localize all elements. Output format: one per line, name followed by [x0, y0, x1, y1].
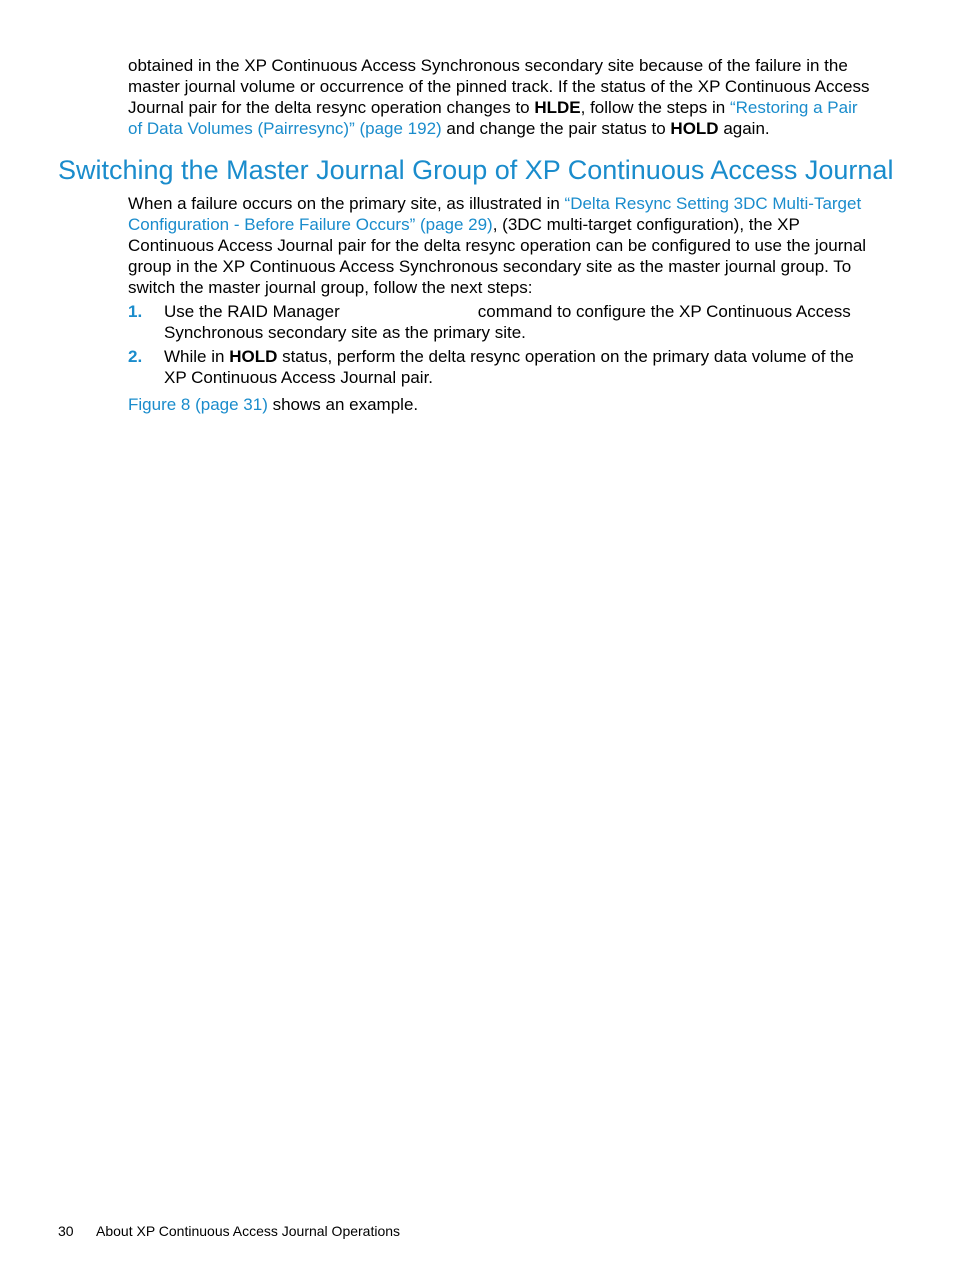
step-2-text-b: status, perform the delta resync operation on the primary data volume of the XP Continuous Access Journal pair. [164, 347, 854, 387]
figure-reference-text: shows an example. [267, 395, 419, 414]
step-1-text-b: command to configure the XP Continuous Access Synchronous secondary site as the primary site. [164, 302, 851, 342]
link-delta-resync-figure[interactable]: “Delta Resync Setting 3DC Multi-Target Configuration - Before Failure Occurs” (page 29) [128, 194, 862, 234]
status-hold: HOLD [670, 119, 719, 138]
footer-chapter-title: About XP Continuous Access Journal Operations [96, 1223, 401, 1239]
intro-text-3: and change the pair status to [441, 119, 671, 138]
status-hlde: HLDE [534, 98, 581, 117]
step-2-text-a: While in [164, 347, 230, 366]
intro-text-4: again. [718, 119, 770, 138]
section-text-1: When a failure occurs on the primary site, as illustrated in [128, 194, 565, 213]
section-text-2: , (3DC multi-target configuration), the XP Continuous Access Journal pair for the delta resync operation can be configured to use the journal group in the XP Continuous Access Synchronous secondary site as the master journal group. To switch the master journal group, follow the next steps: [128, 215, 867, 297]
page-number: 30 [58, 1223, 74, 1239]
section-paragraph [128, 193, 870, 298]
step-text [164, 346, 870, 388]
intro-text-2: , follow the steps in [580, 98, 730, 117]
intro-paragraph [128, 55, 870, 139]
status-hold: HOLD [229, 347, 278, 366]
step-1-text-a: Use the RAID Manager [164, 302, 340, 321]
intro-text-1: obtained in the XP Continuous Access Synchronous secondary site because of the failure in the master journal volume or occurrence of the pinned track. If the status of the XP Continuous Access Journal pair for the delta resync operation changes to [128, 56, 870, 117]
step-number: 2. [128, 347, 143, 366]
step-number: 1. [128, 302, 143, 321]
link-restoring-pair[interactable]: “Restoring a Pair of Data Volumes (Pairresync)” (page 192) [128, 98, 858, 138]
section-heading: Switching the Master Journal Group of XP Continuous Access Journal [58, 155, 894, 185]
step-text [164, 301, 870, 343]
figure-reference [128, 394, 870, 415]
link-figure-8[interactable]: Figure 8 (page 31) [128, 395, 268, 414]
